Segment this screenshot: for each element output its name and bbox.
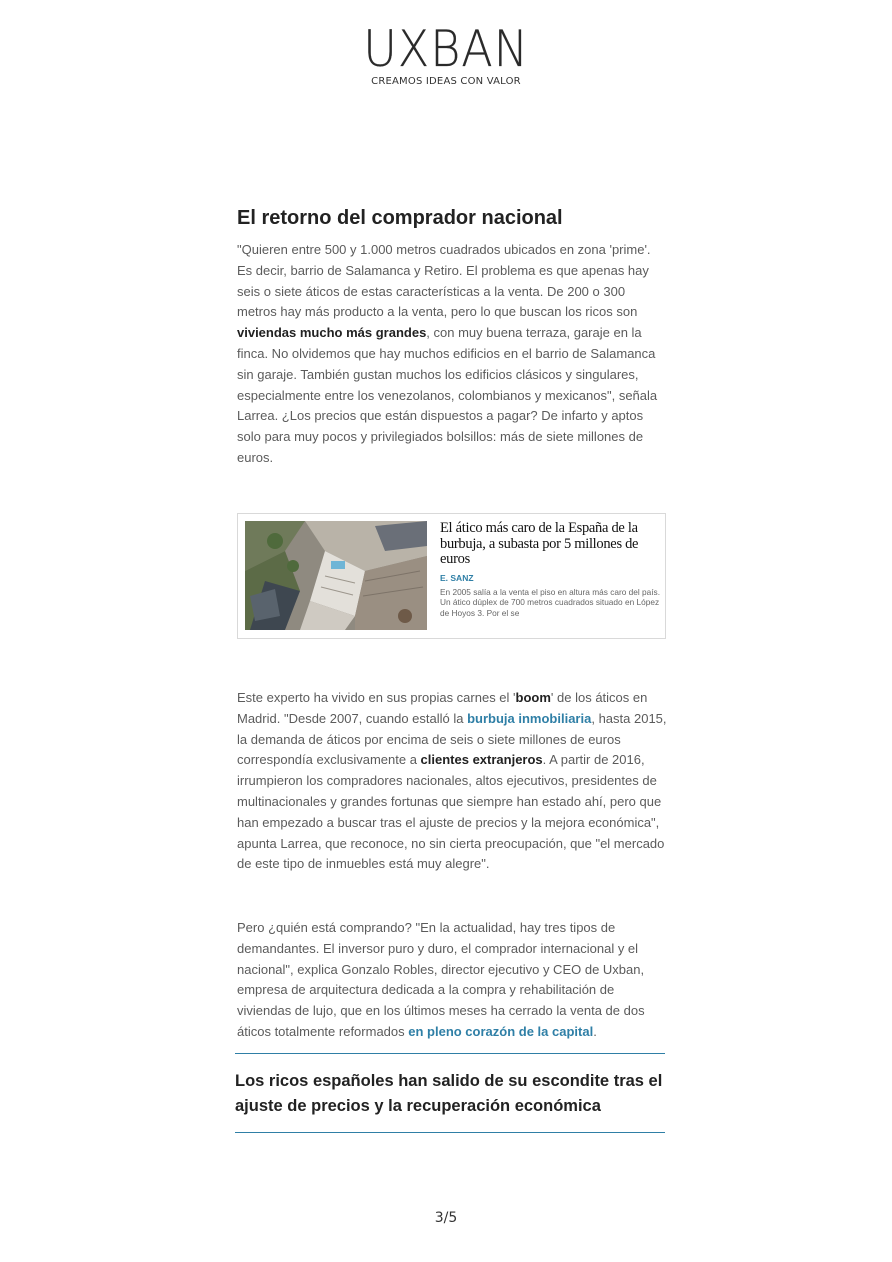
related-article-thumbnail[interactable] — [245, 521, 427, 630]
related-article-headline[interactable]: El ático más caro de la España de la burbuja, a subasta por 5 millones de euros — [440, 520, 639, 567]
p2-text-2: ' de los áticos en Madrid. "Desde 2007, cuando estalló la — [237, 690, 648, 726]
p3-text-1: Pero ¿quién está comprando? "En la actualidad, hay tres tipos de demandantes. El inversor puro y duro, el comprador internacional y el nacional", explica Gonzalo Robles, director ejecutivo y CEO de Uxban, empresa de arquitectura dedicada a la compra y rehabilitación de viviendas de lujo, que en los últimos meses ha cerrado la venta de dos áticos totalmente reformados — [237, 920, 645, 1039]
aerial-building-photo — [245, 521, 427, 630]
logo-tagline: CREAMOS IDEAS CON VALOR — [371, 76, 521, 87]
pullquote-top-rule — [235, 1053, 665, 1054]
p2-text-3: , hasta 2015, la demanda de áticos por encima de seis o siete millones de euros correspondía exclusivamente a — [237, 710, 667, 768]
pullquote: Los ricos españoles han salido de su escondite tras el ajuste de precios y la recuperación económica — [235, 1072, 663, 1115]
p2-bold-boom: boom — [515, 690, 551, 705]
related-article-excerpt: En 2005 salía a la venta el piso en altura más caro del país. Un ático dúplex de 700 metros cuadrados situado en López de Hoyos 3. Por el se — [440, 586, 661, 619]
article-paragraph-1 — [237, 240, 667, 469]
section-title: El retorno del comprador nacional — [237, 207, 563, 229]
p1-text-a: "Quieren entre 500 y 1.000 metros cuadrados ubicados en zona 'prime'. Es decir, barrio de Salamanca y Retiro. El problema es que apenas hay seis o siete áticos de estas características a la venta. De 200 o 300 metros hay más producto a la venta, pero lo que buscan los ricos son — [237, 242, 651, 320]
p2-bold-clientes: clientes extranjeros — [420, 752, 543, 768]
link-corazon-capital[interactable]: en pleno corazón de la capital — [408, 1023, 594, 1039]
p1-text-b: , con muy buena terraza, garaje en la finca. No olvidemos que hay muchos edificios en el barrio de Salamanca sin garaje. También gustan muchos los edificios clásicos y singulares, especialmente entre los venezolanos, colombianos y mexicanos", señala Larrea. ¿Los precios que están dispuestos a pagar? De infarto y aptos solo para muy pocos y privilegiados bolsillos: más de siete millones de euros. — [237, 325, 658, 465]
p2-text-1: Este experto ha vivido en sus propias carnes el ' — [237, 690, 516, 705]
article-paragraph-2 — [237, 688, 667, 875]
uxban-logo: UXBAN — [363, 20, 529, 78]
article-paragraph-3 — [237, 918, 667, 1043]
related-article-card[interactable] — [237, 513, 666, 639]
link-burbuja-inmobiliaria[interactable]: burbuja inmobiliaria — [467, 710, 592, 726]
related-article-author: E. SANZ — [440, 572, 474, 583]
p3-text-2: . — [593, 1023, 597, 1039]
p1-bold: viviendas mucho más grandes — [237, 325, 427, 341]
pullquote-bottom-rule — [235, 1132, 665, 1133]
p2-text-4: . A partir de 2016, irrumpieron los compradores nacionales, altos ejecutivos, presidentes de multinacionales y grandes fortunas que siempre han estado ahí, pero que han empezado a buscar tras el ajuste de precios y la mejora económica", apunta Larrea, que reconoce, no sin cierta preocupación, que "el mercado de este tipo de inmuebles está muy alegre". — [237, 752, 665, 872]
page-indicator: 3/5 — [434, 1210, 458, 1226]
related-article-text — [440, 521, 662, 619]
header — [0, 22, 892, 88]
